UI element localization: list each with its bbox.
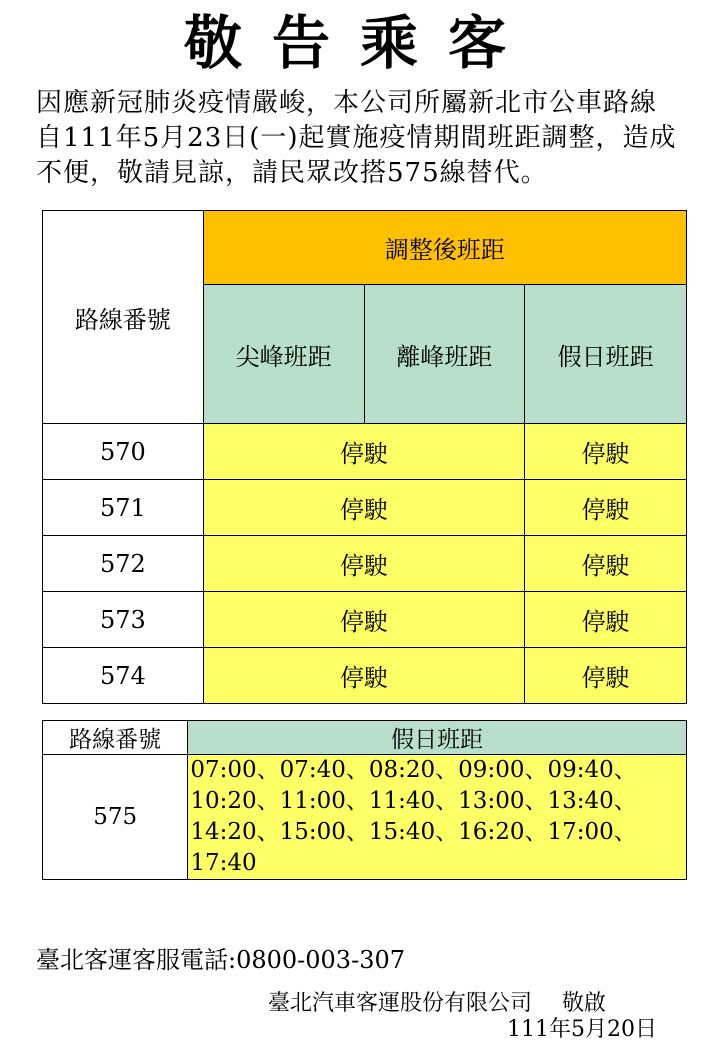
weekday-status: 停駛 bbox=[203, 480, 524, 536]
weekday-status: 停駛 bbox=[203, 424, 524, 480]
time-line: 10:20、11:00、11:40、13:00、13:40、 bbox=[190, 788, 637, 814]
adjusted-interval-header: 調整後班距 bbox=[203, 211, 686, 285]
intro-line: 因應新冠肺炎疫情嚴峻，本公司所屬新北市公車路線 bbox=[36, 88, 658, 118]
holiday-interval-header: 假日班距 bbox=[188, 721, 687, 755]
route-number: 574 bbox=[43, 648, 204, 704]
route-number-header: 路線番號 bbox=[43, 721, 188, 755]
customer-service-hotline: 臺北客運客服電話:0800-003-307 bbox=[36, 946, 405, 974]
holiday-status: 停駛 bbox=[525, 480, 687, 536]
table-row bbox=[43, 536, 687, 592]
holiday-status: 停駛 bbox=[525, 536, 687, 592]
company-name: 臺北汽車客運股份有限公司 bbox=[268, 991, 533, 1016]
notice-title: 敬告乘客 bbox=[183, 9, 536, 77]
holiday-status: 停駛 bbox=[525, 424, 687, 480]
time-line: 14:20、15:00、15:40、16:20、17:00、 bbox=[190, 819, 637, 845]
offpeak-interval-header: 離峰班距 bbox=[364, 285, 525, 424]
route-number: 570 bbox=[43, 424, 204, 480]
table-row bbox=[43, 592, 687, 648]
table-row bbox=[43, 648, 687, 704]
weekday-status: 停駛 bbox=[203, 648, 524, 704]
respect-closing: 敬啟 bbox=[562, 991, 607, 1016]
departure-times bbox=[188, 755, 687, 880]
time-line: 07:00、07:40、08:20、09:00、09:40、 bbox=[190, 757, 637, 783]
intro-line: 自111年5月23日(一)起實施疫情期間班距調整，造成 bbox=[36, 123, 677, 153]
route-number: 575 bbox=[43, 755, 188, 880]
schedule-adjustment-table bbox=[42, 210, 687, 704]
route-number: 572 bbox=[43, 536, 204, 592]
time-line: 17:40 bbox=[190, 850, 257, 876]
route-number: 573 bbox=[43, 592, 204, 648]
table-row bbox=[43, 424, 687, 480]
peak-interval-header: 尖峰班距 bbox=[203, 285, 364, 424]
notice-intro bbox=[36, 86, 716, 191]
notice-date: 111年5月20日 bbox=[507, 1017, 657, 1042]
holiday-status: 停駛 bbox=[525, 592, 687, 648]
route-575-timetable bbox=[42, 720, 687, 880]
route-number-header: 路線番號 bbox=[43, 211, 204, 424]
weekday-status: 停駛 bbox=[203, 592, 524, 648]
holiday-status: 停駛 bbox=[525, 648, 687, 704]
holiday-interval-header: 假日班距 bbox=[525, 285, 687, 424]
table-row bbox=[43, 480, 687, 536]
weekday-status: 停駛 bbox=[203, 536, 524, 592]
route-number: 571 bbox=[43, 480, 204, 536]
intro-line: 不便，敬請見諒，請民眾改搭575線替代。 bbox=[36, 158, 548, 188]
